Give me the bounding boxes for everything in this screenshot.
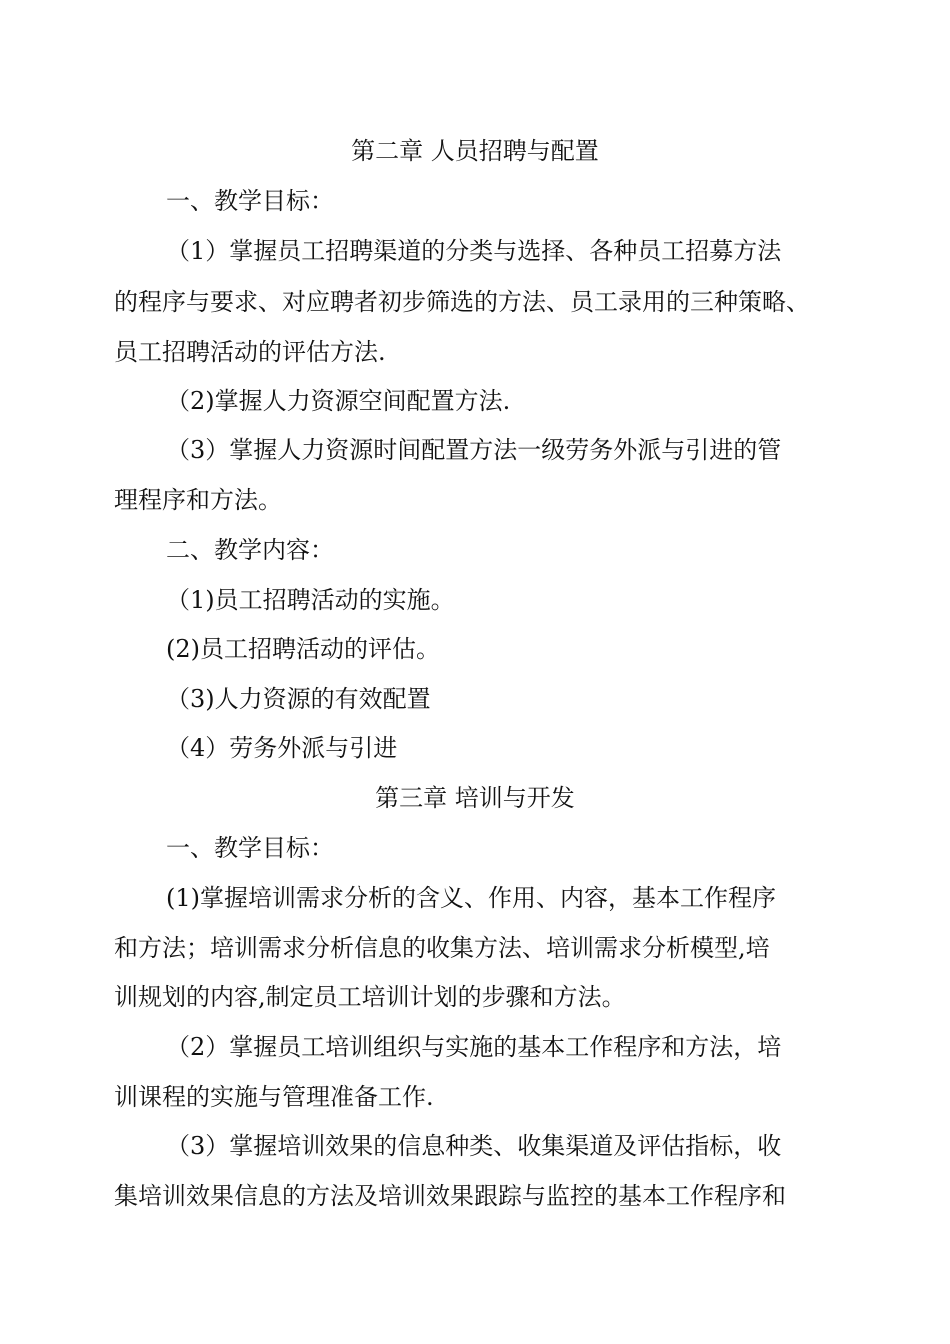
chapter2-content-item-2: (2)员工招聘活动的评估。 — [166, 635, 440, 663]
chapter2-objective-3-line-2: 理程序和方法。 — [114, 486, 282, 514]
chapter3-objective-2-line-2: 训课程的实施与管理准备工作. — [114, 1083, 434, 1111]
chapter2-content-item-4: （4）劳务外派与引进 — [166, 734, 398, 762]
chapter3-objective-3-line-2: 集培训效果信息的方法及培训效果跟踪与监控的基本工作程序和 — [114, 1182, 786, 1210]
chapter2-objective-1-line-2: 的程序与要求、对应聘者初步筛选的方法、员工录用的三种策略、 — [114, 288, 810, 316]
chapter3-objective-1-line-2: 和方法；培训需求分析信息的收集方法、培训需求分析模型,培 — [114, 934, 770, 962]
chapter2-content-item-1: （1)员工招聘活动的实施。 — [166, 586, 455, 614]
chapter3-objective-3-line-1: （3）掌握培训效果的信息种类、收集渠道及评估指标，收 — [166, 1132, 782, 1160]
chapter3-objectives-heading: 一、教学目标： — [166, 834, 334, 862]
chapter2-objectives-heading: 一、教学目标： — [166, 187, 334, 215]
chapter2-objective-3-line-1: （3）掌握人力资源时间配置方法一级劳务外派与引进的管 — [166, 436, 782, 464]
chapter3-title: 第三章 培训与开发 — [375, 784, 575, 812]
chapter2-content-item-3: （3)人力资源的有效配置 — [166, 685, 431, 713]
chapter2-content-heading: 二、教学内容： — [166, 536, 334, 564]
chapter2-title: 第二章 人员招聘与配置 — [351, 137, 599, 165]
chapter2-objective-1-line-1: （1）掌握员工招聘渠道的分类与选择、各种员工招募方法 — [166, 237, 782, 265]
chapter3-objective-1-line-1: (1)掌握培训需求分析的含义、作用、内容，基本工作程序 — [166, 884, 776, 912]
chapter2-objective-2: （2)掌握人力资源空间配置方法. — [166, 387, 511, 415]
chapter3-objective-1-line-3: 训规划的内容,制定员工培训计划的步骤和方法。 — [114, 983, 626, 1011]
chapter2-objective-1-line-3: 员工招聘活动的评估方法. — [114, 338, 386, 366]
chapter3-objective-2-line-1: （2）掌握员工培训组织与实施的基本工作程序和方法，培 — [166, 1033, 782, 1061]
